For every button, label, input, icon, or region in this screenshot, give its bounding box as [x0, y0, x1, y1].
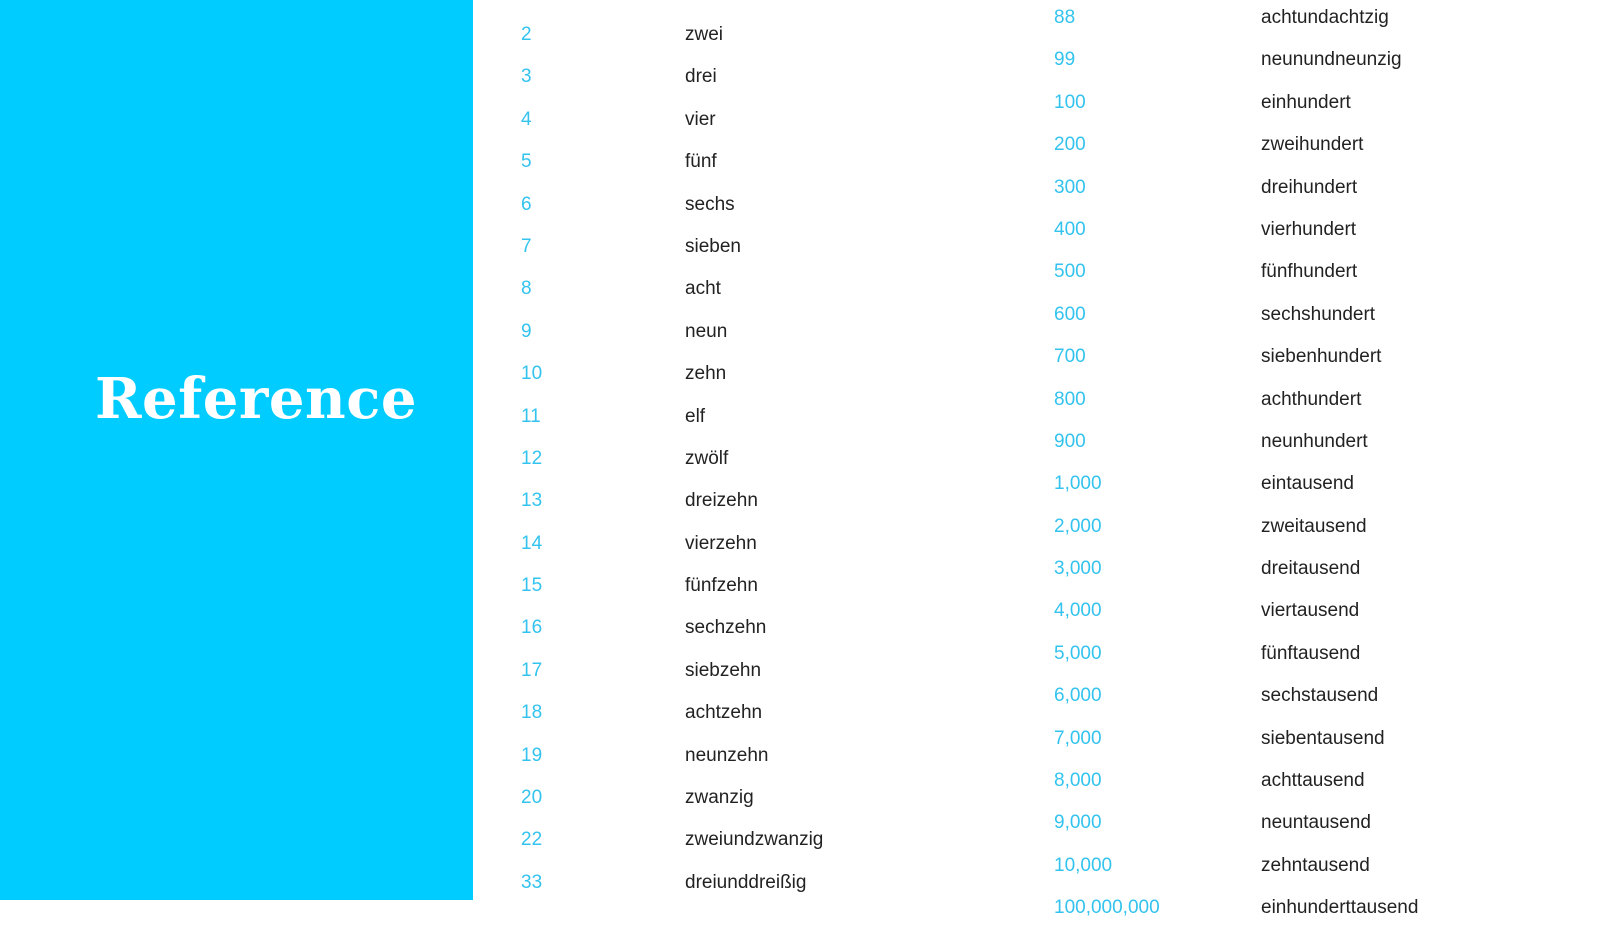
german-word: elf [685, 405, 706, 427]
german-word: achtzehn [685, 702, 763, 724]
german-word: zehntausend [1261, 854, 1370, 876]
number-value: 800 [1054, 388, 1086, 410]
german-word: dreitausend [1261, 558, 1361, 580]
number-value: 11 [521, 405, 541, 427]
german-word: zwei [685, 24, 724, 45]
german-word: achttausend [1261, 770, 1365, 792]
german-word: fünfzehn [685, 575, 758, 597]
german-word: achthundert [1261, 388, 1362, 410]
number-value: 500 [1054, 261, 1086, 283]
german-word: sechs [685, 193, 735, 215]
number-value: 5,000 [1054, 642, 1102, 664]
number-value: 2,000 [1054, 515, 1102, 537]
german-word: zwölf [685, 447, 729, 469]
page-title: Reference [95, 366, 417, 432]
german-word: neunundneunzig [1261, 49, 1402, 71]
german-word: sechstausend [1261, 685, 1379, 707]
german-word: fünftausend [1261, 642, 1361, 664]
german-word: zwanzig [685, 787, 754, 809]
number-value: 19 [521, 744, 543, 766]
number-value: 10,000 [1054, 854, 1113, 876]
german-word: neunzehn [685, 744, 769, 766]
german-word: vierhundert [1261, 218, 1357, 240]
number-value: 100 [1054, 91, 1086, 113]
number-value: 9,000 [1054, 812, 1102, 834]
german-word: sechzehn [685, 617, 767, 639]
german-word: siebenhundert [1261, 346, 1382, 368]
number-value: 4,000 [1054, 600, 1102, 622]
german-word: vierzehn [685, 532, 757, 554]
german-word: neunhundert [1261, 430, 1368, 452]
number-value: 3,000 [1054, 558, 1102, 580]
german-word: dreihundert [1261, 176, 1358, 198]
german-word: zweiundzwanzig [685, 829, 824, 851]
number-value: 400 [1054, 218, 1086, 240]
german-word: viertausend [1261, 600, 1360, 622]
german-word: dreiunddreißig [685, 871, 807, 893]
german-word: achtundachtzig [1261, 7, 1389, 28]
number-value: 12 [521, 447, 543, 469]
number-value: 13 [521, 490, 543, 512]
number-value: 8 [521, 278, 532, 300]
number-value: 1,000 [1054, 473, 1102, 495]
number-value: 100,000,000 [1054, 897, 1160, 919]
number-value: 200 [1054, 134, 1086, 156]
number-value: 6,000 [1054, 685, 1102, 707]
number-value: 22 [521, 829, 543, 851]
number-value: 700 [1054, 346, 1086, 368]
german-word: zweitausend [1261, 515, 1367, 537]
german-word: sieben [685, 235, 741, 257]
german-word: siebzehn [685, 659, 762, 681]
number-value: 7,000 [1054, 727, 1102, 749]
number-value: 8,000 [1054, 770, 1102, 792]
german-word: siebentausend [1261, 727, 1385, 749]
german-word: vier [685, 108, 716, 130]
number-value: 3 [521, 66, 532, 88]
german-word: acht [685, 278, 721, 300]
german-word: fünf [685, 151, 717, 173]
number-value: 17 [521, 659, 543, 681]
number-value: 6 [521, 193, 532, 215]
number-value: 600 [1054, 303, 1086, 325]
number-value: 300 [1054, 176, 1086, 198]
number-value: 88 [1054, 7, 1076, 28]
german-word: dreizehn [685, 490, 758, 512]
number-value: 14 [521, 532, 543, 554]
german-word: drei [685, 66, 717, 88]
number-value: 33 [521, 871, 543, 893]
number-value: 5 [521, 151, 532, 173]
sidebar-panel [0, 0, 473, 900]
german-word: einhunderttausend [1261, 897, 1419, 919]
number-value: 4 [521, 108, 532, 130]
german-word: neun [685, 320, 728, 342]
number-value: 16 [521, 617, 543, 639]
number-value: 9 [521, 320, 532, 342]
german-word: neuntausend [1261, 812, 1371, 834]
number-value: 99 [1054, 49, 1076, 71]
german-word: fünfhundert [1261, 261, 1358, 283]
number-value: 7 [521, 235, 532, 257]
number-value: 18 [521, 702, 543, 724]
number-value: 10 [521, 363, 543, 385]
number-value: 20 [521, 787, 543, 809]
number-value: 2 [521, 24, 532, 45]
german-word: eintausend [1261, 473, 1354, 495]
number-value: 900 [1054, 430, 1086, 452]
german-word: sechshundert [1261, 303, 1376, 325]
german-word: zweihundert [1261, 134, 1364, 156]
german-word: einhundert [1261, 91, 1351, 113]
number-value: 15 [521, 575, 543, 597]
german-word: zehn [685, 363, 727, 385]
